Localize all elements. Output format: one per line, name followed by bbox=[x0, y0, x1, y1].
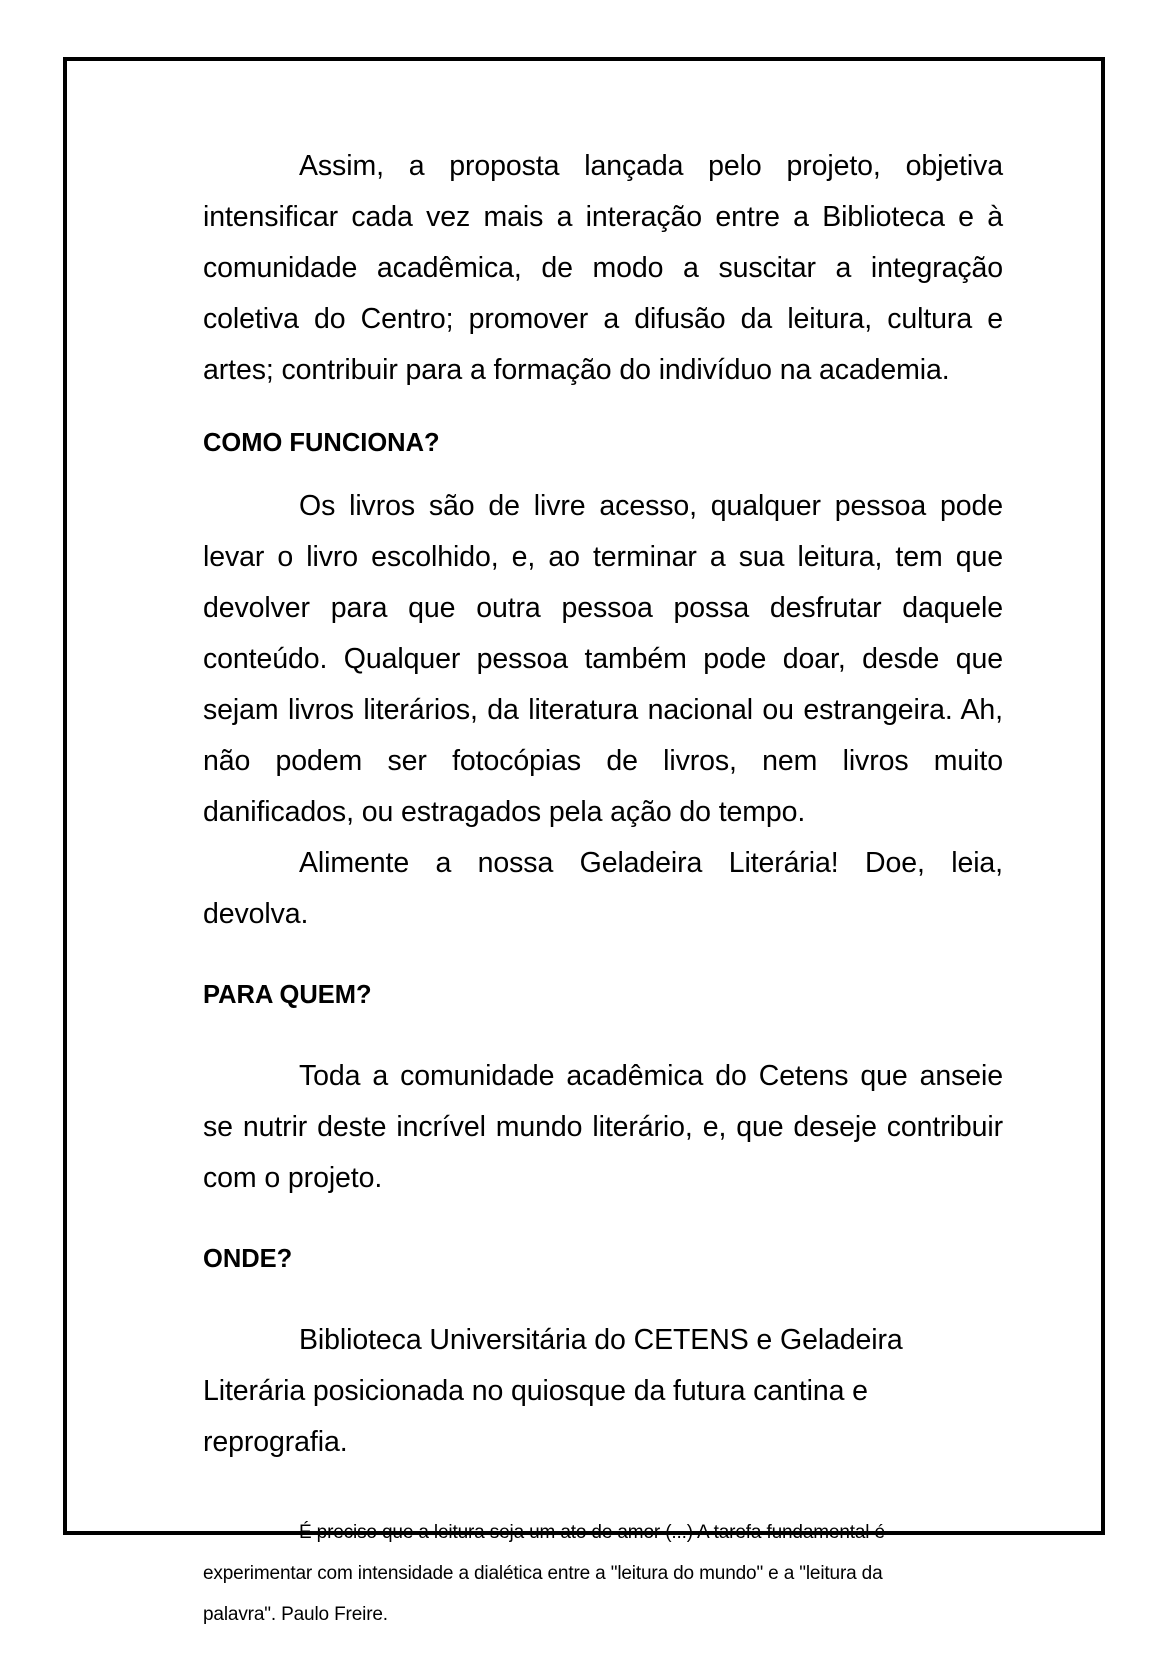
paragraph-onde-1: Biblioteca Universitária do CETENS e Geladeira Literária posicionada no quiosque da futura cantina e reprografia. bbox=[203, 1324, 903, 1458]
paragraph-intro: Assim, a proposta lançada pelo projeto, objetiva intensificar cada vez mais a interação entre a Biblioteca e à comunidade acadêmica, de modo a suscitar a integração coletiva do Centro; promover a difusão da leitura, cultura e artes; contribuir para a formação do indivíduo na academia. bbox=[203, 150, 1003, 386]
quote-line-2: experimentar com intensidade a dialética entre a "leitura do mundo" e a "leitura da bbox=[203, 1563, 883, 1584]
heading-para-quem: PARA QUEM? bbox=[203, 981, 372, 1009]
spacer bbox=[203, 1285, 1003, 1315]
paragraph-como-funciona-1: Os livros são de livre acesso, qualquer pessoa pode levar o livro escolhido, e, ao terminar a sua leitura, tem que devolver para que outra pessoa possa desfrutar daquele conteúdo. Qualquer pessoa também pode doar, desde que sejam livros literários, da literatura nacional ou estrangeira. Ah, não podem ser fotocópias de livros, nem livros muito danificados, ou estragados pela ação do tempo. bbox=[203, 490, 1003, 828]
spacer bbox=[203, 1468, 1003, 1512]
paragraph-como-funciona-2: Alimente a nossa Geladeira Literária! Doe, leia, devolva. bbox=[203, 847, 1003, 930]
heading-como-funciona: COMO FUNCIONA? bbox=[203, 429, 440, 457]
spacer bbox=[203, 469, 1003, 481]
page-border-frame bbox=[63, 57, 1105, 1625]
spacer bbox=[203, 940, 1003, 970]
quote-line-1: É preciso que a leitura seja um ato de amor (...) A tarefa fundamental é bbox=[299, 1522, 885, 1543]
spacer bbox=[203, 1021, 1003, 1051]
document-content bbox=[203, 141, 1003, 1635]
quote-line-3: palavra". Paulo Freire. bbox=[203, 1604, 388, 1625]
paragraph-para-quem-1: Toda a comunidade acadêmica do Cetens que anseie se nutrir deste incrível mundo literário, e, que deseje contribuir com o projeto. bbox=[203, 1060, 1003, 1194]
spacer bbox=[203, 1204, 1003, 1234]
heading-onde: ONDE? bbox=[203, 1245, 293, 1273]
spacer bbox=[203, 396, 1003, 418]
